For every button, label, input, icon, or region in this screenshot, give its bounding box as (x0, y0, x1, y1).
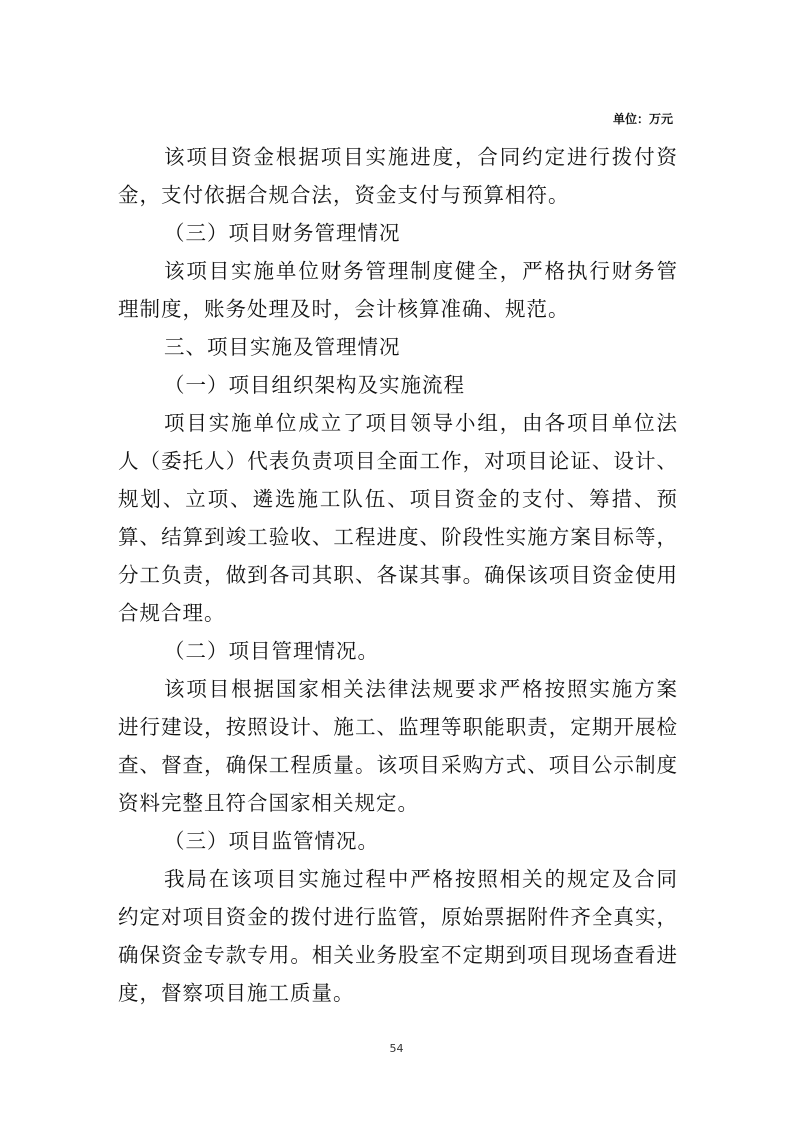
unit-label: 单位：万元 (612, 112, 673, 126)
paragraph-organization-structure: 项目实施单位成立了项目领导小组，由各项目单位法人（委托人）代表负责项目全面工作，对项目论证、设计、规划、立项、遴选施工队伍、项目资金的支付、筹措、预算、结算到竣工验收、工程进度、阶段性实施方案目标等，分工负责，做到各司其职、各谋其事。确保该项目资金使用合规合理。 (118, 411, 678, 625)
page-number: 54 (389, 1042, 404, 1055)
heading-implementation-management: 三、项目实施及管理情况 (164, 335, 401, 359)
heading-financial-management: （三）项目财务管理情况 (164, 221, 401, 245)
heading-project-management: （二）项目管理情况。 (164, 639, 379, 663)
paragraph-financial-management: 该项目实施单位财务管理制度健全，严格执行财务管理制度，账务处理及时，会计核算准确、规范。 (118, 259, 678, 321)
heading-project-supervision: （三）项目监管情况。 (164, 829, 379, 853)
paragraph-fund-disbursement: 该项目资金根据项目实施进度，合同约定进行拨付资金，支付依据合规合法，资金支付与预算相符。 (118, 145, 678, 207)
paragraph-project-management: 该项目根据国家相关法律法规要求严格按照实施方案进行建设，按照设计、施工、监理等职能职责，定期开展检查、督查，确保工程质量。该项目采购方式、项目公示制度资料完整且符合国家相关规定。 (118, 677, 678, 815)
paragraph-project-supervision: 我局在该项目实施过程中严格按照相关的规定及合同约定对项目资金的拨付进行监管，原始票据附件齐全真实，确保资金专款专用。相关业务股室不定期到项目现场查看进度，督察项目施工质量。 (118, 867, 678, 1005)
heading-organization-structure: （一）项目组织架构及实施流程 (164, 373, 465, 397)
